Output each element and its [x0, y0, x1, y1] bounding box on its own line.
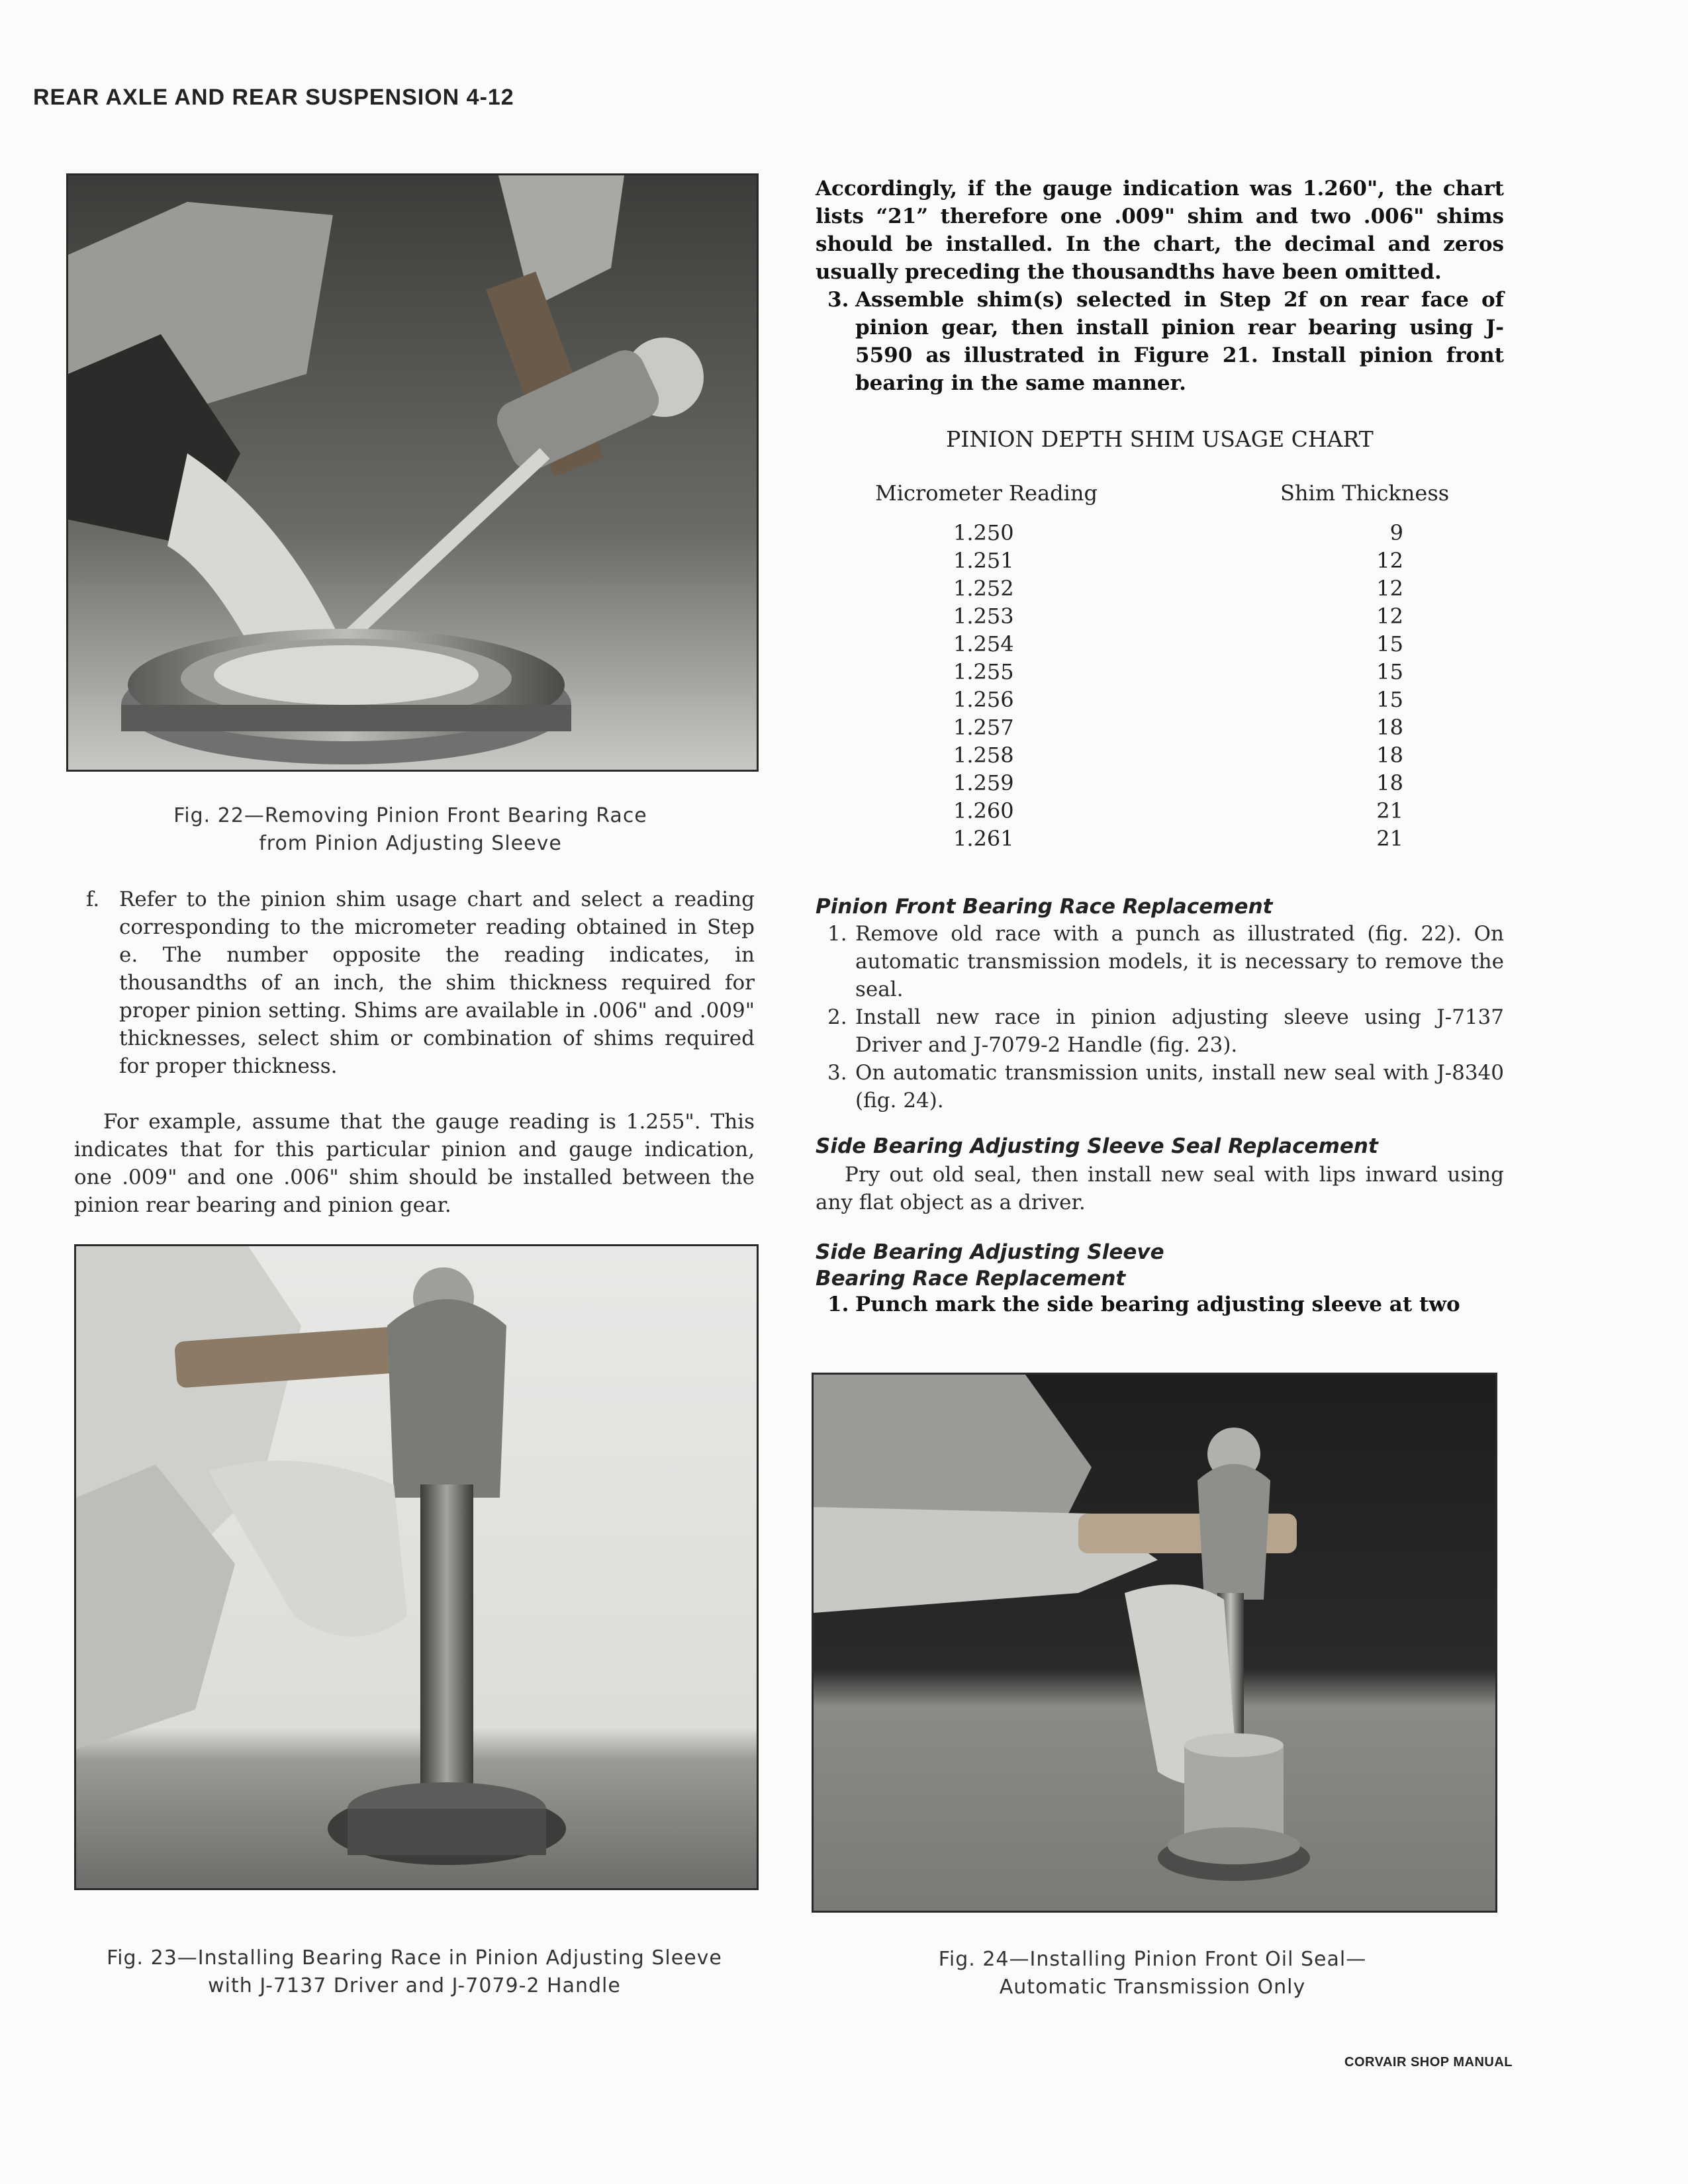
table-row: [953, 769, 1403, 797]
table-row: [953, 602, 1403, 630]
shim-thickness-cell: 15: [1376, 687, 1403, 712]
micrometer-reading-cell: 1.251: [953, 548, 1014, 573]
figure-23-illustration: [76, 1246, 757, 1888]
side-race-step-1-text: Punch mark the side bearing adjusting sleeve at two: [855, 1293, 1460, 1316]
micrometer-reading-cell: 1.258: [953, 743, 1014, 768]
front-race-step-1-text: Remove old race with a punch as illustrated (fig. 22). On automatic transmission models, it is necessary to remove the seal.: [855, 922, 1504, 1001]
shim-chart-col1-header: Micrometer Reading: [875, 480, 1098, 506]
shim-thickness-cell: 18: [1376, 743, 1403, 768]
micrometer-reading-cell: 1.253: [953, 604, 1014, 629]
step-f-marker: f.: [86, 887, 100, 911]
figure-24-caption: [812, 1946, 1493, 2001]
micrometer-reading-cell: 1.260: [953, 798, 1014, 823]
front-race-step-3-text: On automatic transmission units, install new seal with J-8340 (fig. 24).: [855, 1061, 1504, 1113]
list-item: [816, 1003, 1504, 1059]
figure-24-photo: [812, 1373, 1497, 1913]
table-row: [953, 658, 1403, 686]
footer-manual-name: CORVAIR SHOP MANUAL: [1344, 2055, 1513, 2070]
front-race-step-1-marker: 1.: [827, 922, 847, 946]
front-race-list: [816, 920, 1504, 1115]
shim-chart-title: PINION DEPTH SHIM USAGE CHART: [946, 426, 1374, 452]
section-heading-side-race: [816, 1239, 1164, 1292]
front-race-step-2-text: Install new race in pinion adjusting sleeve using J-7137 Driver and J-7079-2 Handle (fig. 23).: [855, 1005, 1504, 1057]
section-heading-seal: Side Bearing Adjusting Sleeve Seal Replacement: [816, 1134, 1378, 1158]
figure-24-caption-line2: Automatic Transmission Only: [999, 1976, 1306, 1999]
section-heading-side-race-line2: Bearing Race Replacement: [816, 1267, 1126, 1291]
shim-thickness-cell: 18: [1376, 715, 1403, 740]
figure-23-caption-line2: with J-7137 Driver and J-7079-2 Handle: [208, 1974, 621, 1997]
figure-23-caption-line1: Fig. 23—Installing Bearing Race in Pinion Adjusting Sleeve: [107, 1946, 722, 1970]
table-row: [953, 825, 1403, 852]
micrometer-reading-cell: 1.250: [953, 520, 1014, 545]
figure-22-caption-line2: from Pinion Adjusting Sleeve: [259, 832, 562, 855]
seal-paragraph: [816, 1161, 1504, 1216]
table-row: [953, 547, 1403, 574]
list-item: [816, 920, 1504, 1003]
figure-24-caption-line1: Fig. 24—Installing Pinion Front Oil Seal—: [938, 1948, 1367, 1971]
figure-24-illustration: [814, 1375, 1495, 1911]
table-row: [953, 574, 1403, 602]
table-row: [953, 630, 1403, 658]
figure-22-illustration: [68, 175, 757, 770]
micrometer-reading-cell: 1.257: [953, 715, 1014, 740]
step-3: [816, 286, 1504, 397]
step-3-list: [816, 286, 1504, 397]
step-3-marker: 3.: [827, 288, 849, 312]
shim-thickness-cell: 18: [1376, 770, 1403, 796]
step-f-text: Refer to the pinion shim usage chart and select a reading corresponding to the micrometer reading obtained in Step e. The number opposite the reading indicates, in thousandths of an inch, the shim thickness required for proper pinion setting. Shims are available in .006" and .009" thicknesses, select shim or combination of shims required for proper thickness.: [119, 887, 755, 1078]
shim-chart-table: [953, 519, 1403, 852]
list-item: [816, 1291, 1504, 1318]
micrometer-reading-cell: 1.259: [953, 770, 1014, 796]
front-race-step-2-marker: 2.: [827, 1005, 847, 1029]
list-item: [816, 1059, 1504, 1115]
front-race-steps: [816, 920, 1504, 1115]
micrometer-reading-cell: 1.256: [953, 687, 1014, 712]
side-race-step-1-marker: 1.: [827, 1293, 849, 1316]
micrometer-reading-cell: 1.261: [953, 826, 1014, 851]
micrometer-reading-cell: 1.252: [953, 576, 1014, 601]
shim-thickness-cell: 21: [1376, 826, 1403, 851]
figure-23-caption: [74, 1944, 755, 2000]
micrometer-reading-cell: 1.254: [953, 631, 1014, 657]
shim-thickness-cell: 12: [1376, 576, 1403, 601]
shim-thickness-cell: 9: [1389, 520, 1403, 545]
example-paragraph: [74, 1108, 755, 1219]
shim-chart-rows: [953, 519, 1403, 852]
table-row: [953, 686, 1403, 713]
figure-22-photo: [66, 173, 759, 772]
figure-22-caption-line1: Fig. 22—Removing Pinion Front Bearing Race: [173, 804, 647, 827]
table-row: [953, 741, 1403, 769]
figure-22-caption: [66, 802, 755, 858]
side-race-list: [816, 1291, 1504, 1318]
shim-thickness-cell: 15: [1376, 631, 1403, 657]
seal-paragraph-text: Pry out old seal, then install new seal with lips inward using any flat object as a driver.: [816, 1163, 1504, 1214]
micrometer-reading-cell: 1.255: [953, 659, 1014, 684]
table-row: [953, 797, 1403, 825]
accordingly-paragraph: [816, 175, 1504, 286]
table-row: [953, 713, 1403, 741]
front-race-step-3-marker: 3.: [827, 1061, 847, 1085]
step-f: [86, 886, 755, 1080]
step-3-text: Assemble shim(s) selected in Step 2f on rear face of pinion gear, then install pinion rear bearing using J-5590 as illustrated in Figure 21. Install pinion front bearing in the same manner.: [855, 288, 1504, 395]
shim-thickness-cell: 12: [1376, 604, 1403, 629]
shim-thickness-cell: 15: [1376, 659, 1403, 684]
side-race-step-1: [816, 1291, 1504, 1318]
example-paragraph-text: For example, assume that the gauge reading is 1.255". This indicates that for this particular pinion and gauge indication, one .009" and one .006" shim should be installed between the pinion rear bearing and pinion gear.: [74, 1110, 755, 1217]
list-item: [816, 286, 1504, 397]
table-row: [953, 519, 1403, 547]
section-heading-side-race-line1: Side Bearing Adjusting Sleeve: [816, 1240, 1164, 1264]
shim-chart-col2-header: Shim Thickness: [1280, 480, 1450, 506]
shim-thickness-cell: 21: [1376, 798, 1403, 823]
section-heading-front-race: Pinion Front Bearing Race Replacement: [816, 895, 1273, 919]
figure-23-photo: [74, 1244, 759, 1890]
shim-thickness-cell: 12: [1376, 548, 1403, 573]
running-header: REAR AXLE AND REAR SUSPENSION 4-12: [33, 85, 514, 110]
accordingly-paragraph-text: Accordingly, if the gauge indication was 1.260", the chart lists “21” therefore one .009" shim and two .006" shims should be installed. In the chart, the decimal and zeros usually preceding the thousandths have been omitted.: [816, 177, 1504, 284]
